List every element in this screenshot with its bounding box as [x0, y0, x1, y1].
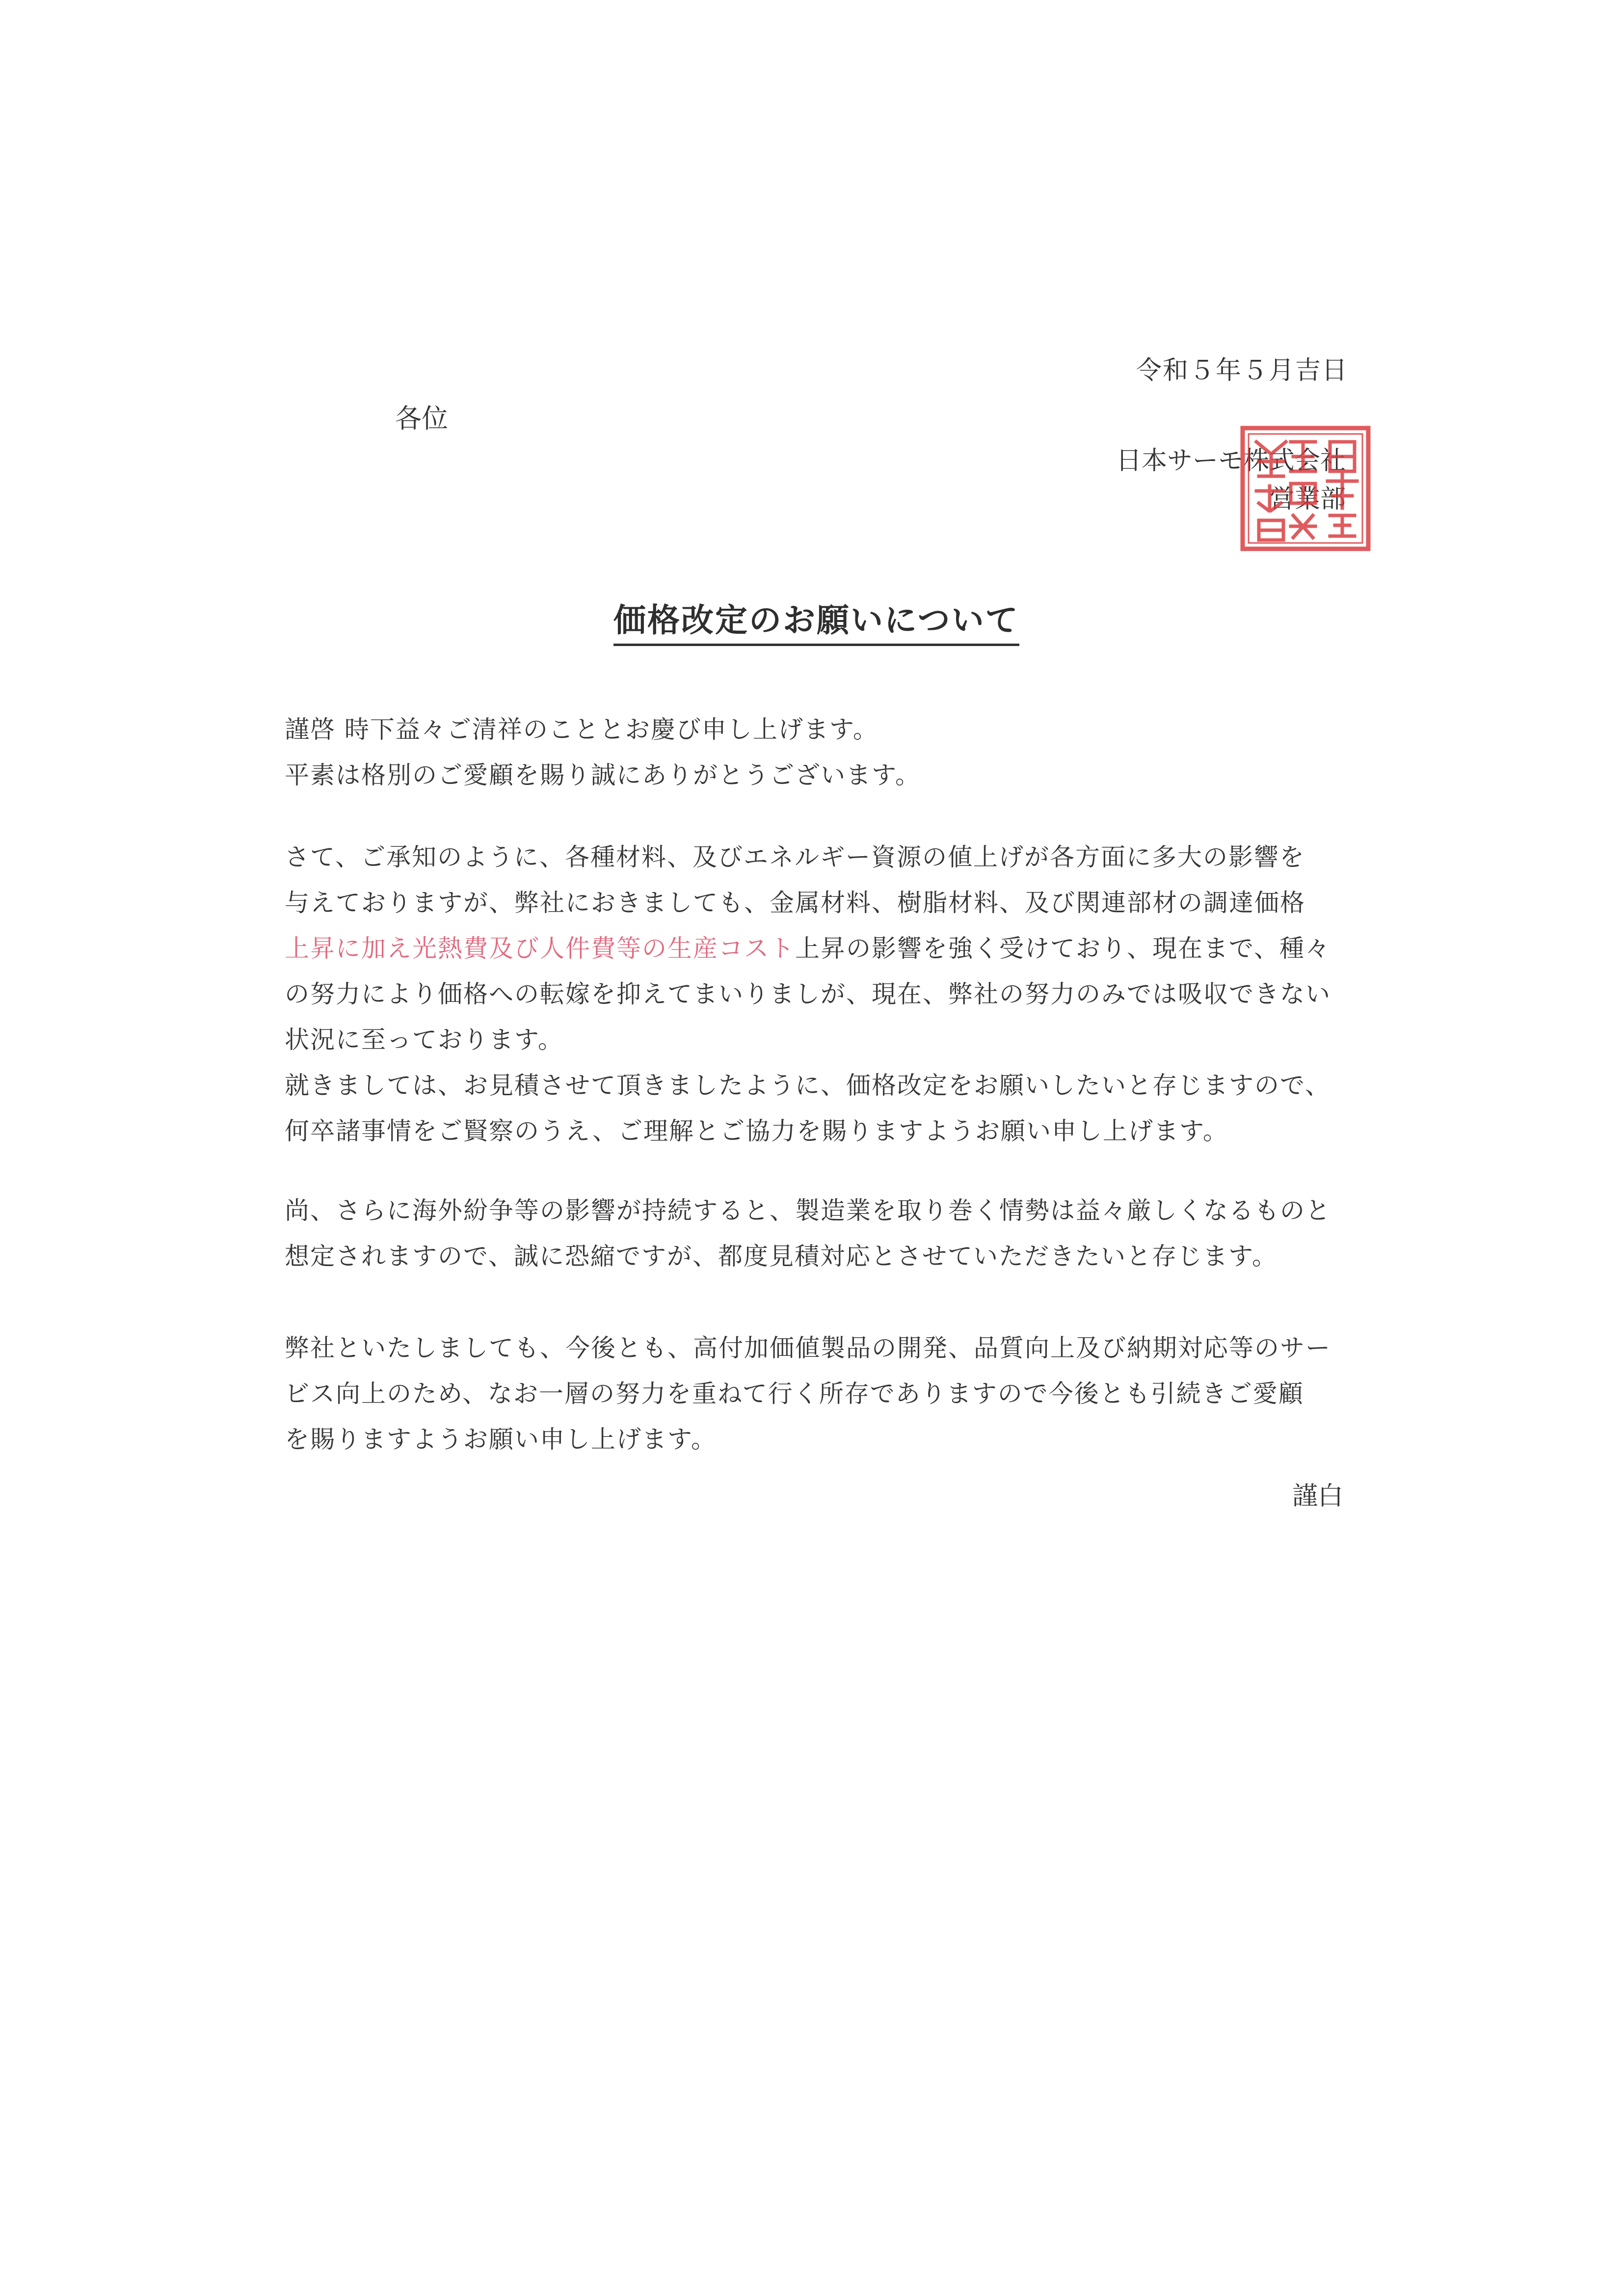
paragraph-line [285, 926, 1350, 972]
paragraph-line: 与えておりますが、弊社におきましても、金属材料、樹脂材料、及び関連部材の調達価格 [285, 889, 1305, 917]
paragraph-line: 弊社といたしましても、今後とも、高付加価値製品の開発、品質向上及び納期対応等のサー [285, 1334, 1331, 1362]
company-seal-stamp [1237, 422, 1374, 555]
paragraph-line: 就きましては、お見積させて頂きましたように、価格改定をお願いしたいと存じますので、 [285, 1071, 1330, 1100]
paragraph-text: 上昇の影響を強く受けており、現在まで、種々 [795, 934, 1330, 963]
paragraph-line: の努力により価格への転嫁を抑えてまいりましが、現在、弊社の努力のみでは吸収できない [285, 980, 1331, 1008]
paragraph-line: ビス向上のため、なお一層の努力を重ねて行く所存でありますので今後とも引続きご愛顧 [285, 1379, 1304, 1408]
paragraph-line: を賜りますようお願い申し上げます。 [285, 1425, 717, 1454]
paragraph-line: 尚、さらに海外紛争等の影響が持続すると、製造業を取り巻く情勢は益々厳しくなるものと [285, 1196, 1331, 1225]
paragraph-line: さて、ご承知のように、各種材料、及びエネルギー資源の値上げが各方面に多大の影響を [285, 843, 1305, 871]
paragraph-line: 想定されますので、誠に恐縮ですが、都度見積対応とさせていただきたいと存じます。 [285, 1242, 1277, 1270]
notice-paragraph [285, 1188, 1350, 1279]
addressee: 各位 [395, 403, 448, 434]
greeting-line: 謹啓 時下益々ご清祥のこととお慶び申し上げます。 [285, 715, 878, 744]
paragraph-line: 何卒諸事情をご賢察のうえ、ご理解とご協力を賜りますようお願い申し上げます。 [285, 1117, 1228, 1145]
closing-phrase: 謹白 [1292, 1482, 1343, 1511]
highlighted-text: 上昇に加え光熱費及び人件費等の生産コスト [285, 934, 795, 963]
greeting-line: 平素は格別のご愛顧を賜り誠にありがとうございます。 [285, 761, 921, 789]
greeting-paragraph [285, 707, 1350, 798]
main-paragraph [285, 835, 1350, 1154]
sender-company: 日本サーモ株式会社 [1116, 446, 1346, 476]
sender-department: 営業部 [1269, 485, 1346, 514]
document-title: 価格改定のお願いについて [613, 594, 1019, 646]
paragraph-line: 状況に至っております。 [285, 1026, 563, 1054]
letter-date: 令和５年５月吉日 [1136, 356, 1348, 385]
commitment-paragraph [285, 1325, 1350, 1462]
